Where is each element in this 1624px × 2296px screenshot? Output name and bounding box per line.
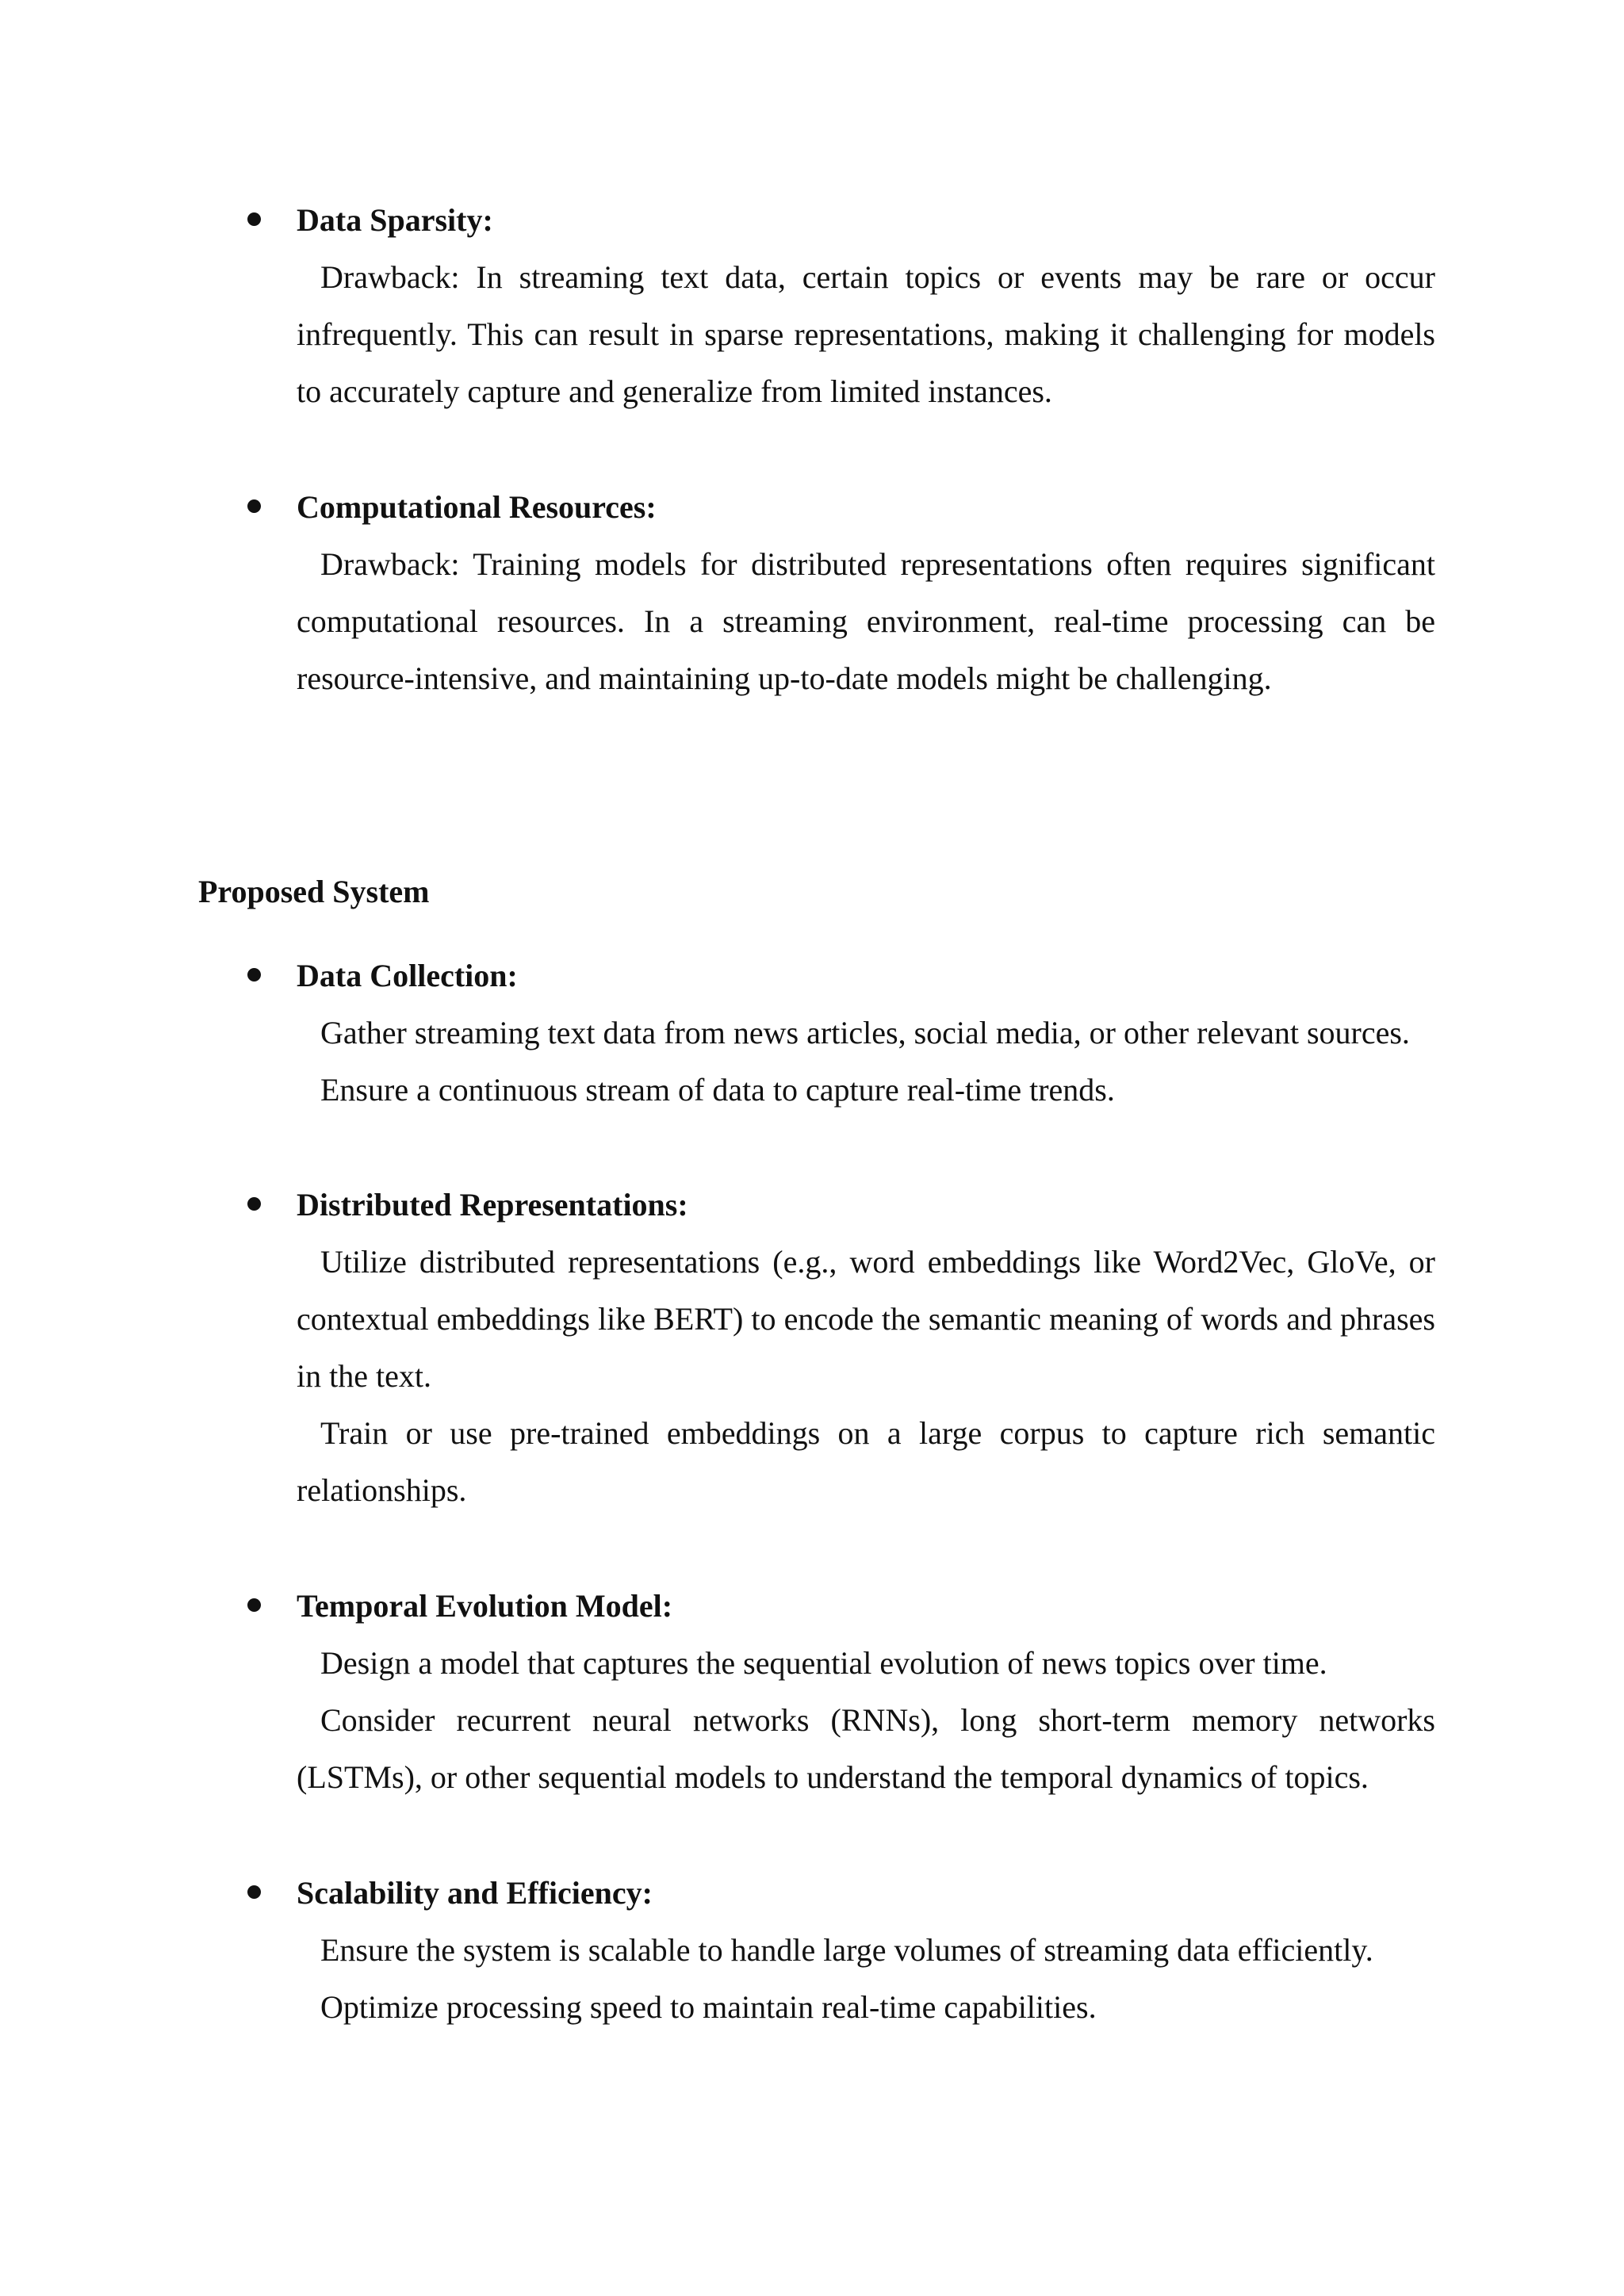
bullet-data-collection (0, 947, 1624, 1119)
bullet-line: Ensure the system is scalable to handle large volumes of streaming data efficiently. (320, 1932, 1373, 1968)
bullet-line: Ensure a continuous stream of data to capture real-time trends. (320, 1072, 1115, 1108)
section-heading-proposed-system: Proposed System (198, 874, 430, 909)
bullet-head (0, 192, 1624, 249)
bullet-head (0, 1865, 1624, 1922)
bullet-paragraph: Utilize distributed representations (e.g., word embeddings like Word2Vec, GloVe, or contextual embeddings like BERT) to encode the semantic meaning of words and phrases in the text. (297, 1244, 1435, 1394)
bullet-paragraph: Train or use pre-trained embeddings on a large corpus to capture rich semantic relationships. (297, 1415, 1435, 1508)
bullet-computational-resources (0, 479, 1624, 707)
bullet-title: Data Sparsity: (297, 202, 493, 238)
bullet-dot-icon (247, 499, 261, 513)
bullet-head (0, 1578, 1624, 1635)
bullet-dot-icon (247, 968, 261, 982)
bullet-line: Optimize processing speed to maintain real-time capabilities. (320, 1989, 1097, 2025)
bullet-paragraph: Drawback: Training models for distributed representations often requires significant computational resources. In a streaming environment, real-time processing can be resource-intensive, and maintaining up-to-date models might be challenging. (297, 546, 1435, 696)
bullet-head (0, 1177, 1624, 1234)
bullet-dot-icon (247, 212, 261, 226)
bullet-scalability-efficiency (0, 1865, 1624, 2036)
bullet-paragraph: Consider recurrent neural networks (RNNs), long short-term memory networks (LSTMs), or other sequential models to understand the temporal dynamics of topics. (297, 1702, 1435, 1795)
bullet-temporal-evolution-model (0, 1578, 1624, 1806)
bullet-dot-icon (247, 1598, 261, 1612)
bullet-paragraph: Drawback: In streaming text data, certain topics or events may be rare or occur infrequently. This can result in sparse representations, making it challenging for models to accurately capture and generalize from limited instances. (297, 259, 1435, 409)
bullet-title: Distributed Representations: (297, 1187, 688, 1223)
bullet-distributed-representations (0, 1177, 1624, 1519)
bullet-dot-icon (247, 1197, 261, 1211)
bullet-line: Design a model that captures the sequential evolution of news topics over time. (320, 1645, 1327, 1681)
bullet-title: Temporal Evolution Model: (297, 1588, 673, 1624)
bullet-head (0, 947, 1624, 1004)
bullet-data-sparsity (0, 192, 1624, 420)
bullet-title: Computational Resources: (297, 489, 657, 525)
bullet-title: Data Collection: (297, 958, 518, 993)
bullet-dot-icon (247, 1885, 261, 1899)
bullet-title: Scalability and Efficiency: (297, 1875, 653, 1911)
bullet-head (0, 479, 1624, 536)
bullet-line: Gather streaming text data from news articles, social media, or other relevant sources. (320, 1015, 1410, 1050)
